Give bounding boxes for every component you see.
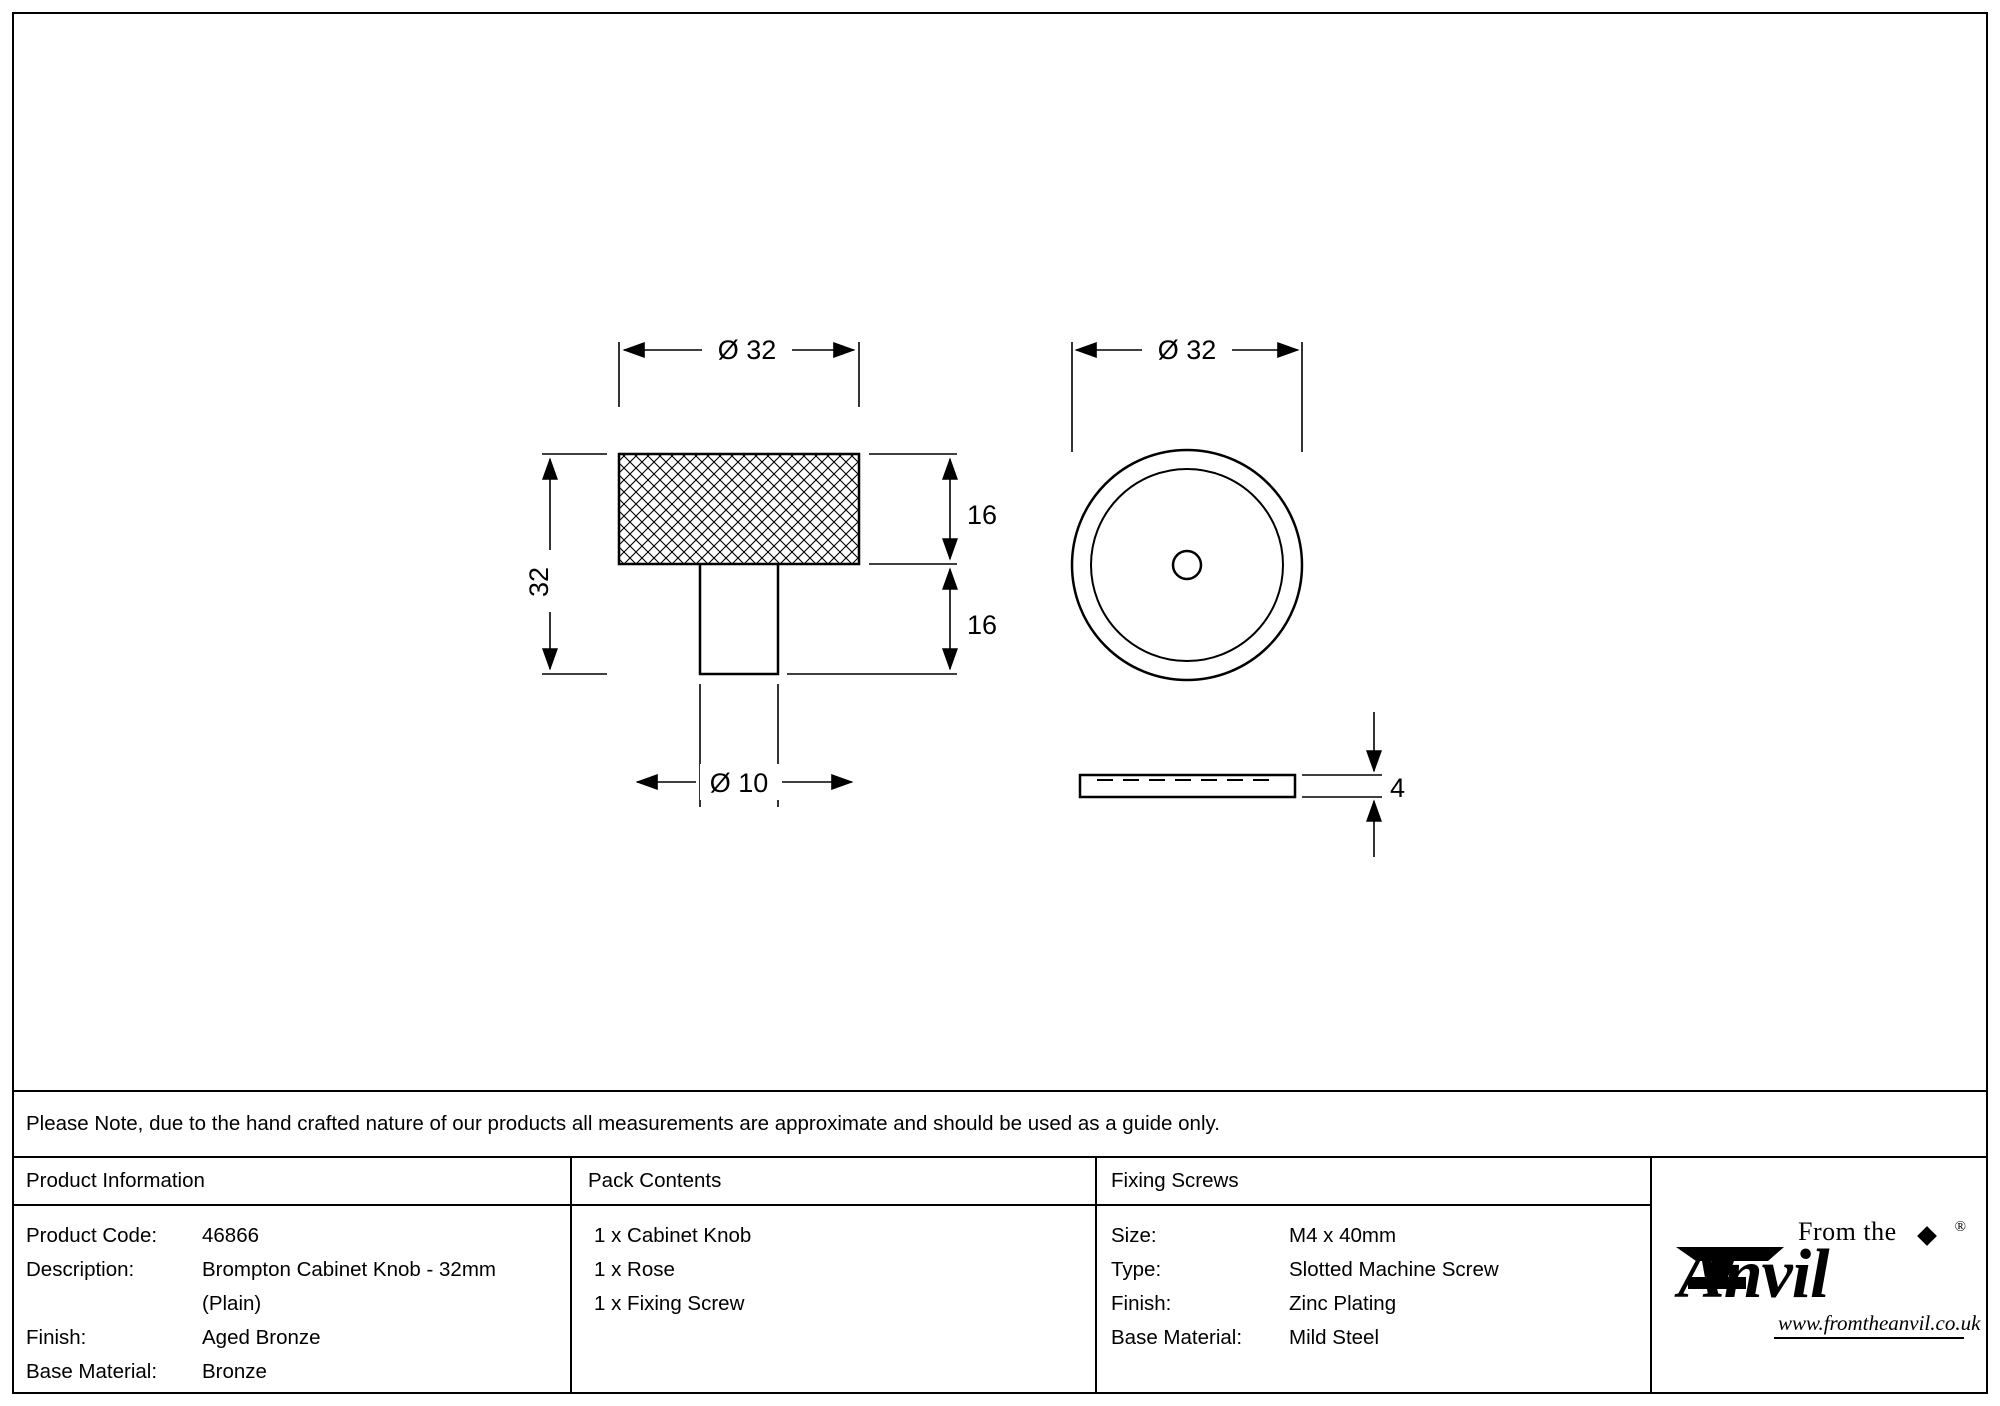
logo-anvil-text: Anvil [1678,1236,1829,1313]
dim-rose-thickness: 4 [1390,773,1406,803]
base-material-label: Base Material: [26,1360,158,1383]
screw-base-material-row [1111,1321,1650,1355]
product-code-label: Product Code: [26,1224,158,1247]
screw-size-row [1111,1219,1650,1253]
screw-base-material-label: Base Material: [1111,1326,1243,1349]
screw-base-material-value: Mild Steel [1289,1326,1380,1349]
product-drawing-svg [12,12,1988,1090]
pack-contents-column [572,1158,1097,1394]
fixing-screws-body [1097,1206,1650,1355]
dim-rose-dia: Ø 32 [1157,335,1217,365]
fixing-screws-heading: Fixing Screws [1097,1158,1650,1206]
diamond-icon [1917,1226,1937,1246]
screw-type-label: Type: [1111,1258,1162,1281]
product-information-heading: Product Information [12,1158,570,1206]
finish-value: Aged Bronze [202,1326,321,1349]
product-information-body [12,1206,570,1389]
finish-label: Finish: [26,1326,87,1349]
pack-contents-item: 1 x Cabinet Knob [594,1224,752,1247]
screw-finish-value: Zinc Plating [1289,1292,1397,1315]
note-row [12,1090,1988,1156]
dim-stem-height: 16 [967,610,998,640]
approximate-measurements-note: Please Note, due to the hand crafted nature of our products all measurements are approximate and should be used as a guide only. [26,1112,1220,1135]
logo-column [1652,1158,1988,1394]
description-label: Description: [26,1258,135,1281]
product-code-value: 46866 [202,1224,260,1247]
base-material-value: Bronze [202,1360,267,1383]
pack-contents-body [572,1206,1095,1321]
info-table [12,1156,1988,1394]
dim-front-height: 32 [524,566,554,598]
pack-contents-item: 1 x Rose [594,1258,675,1281]
description-row [26,1253,570,1321]
logo-website-text: www.fromtheanvil.co.uk [1778,1311,1981,1335]
fixing-screws-column [1097,1158,1652,1394]
base-material-row [26,1355,570,1389]
screw-size-value: M4 x 40mm [1289,1224,1397,1247]
logo-underline [1774,1337,1964,1339]
product-information-column [12,1158,572,1394]
screw-size-label: Size: [1111,1224,1157,1247]
screw-finish-row [1111,1287,1650,1321]
registered-trademark-icon: ® [1954,1219,1966,1235]
pack-contents-heading: Pack Contents [572,1158,1095,1206]
dim-knurl-height: 16 [967,500,998,530]
drawing-area [12,12,1988,1090]
from-the-anvil-logo [1670,1211,1981,1341]
description-value-line2: (Plain) [202,1292,262,1315]
product-code-row [26,1219,570,1253]
screw-finish-label: Finish: [1111,1292,1172,1315]
logo-from-the-text: From the [1798,1217,1897,1246]
finish-row [26,1321,570,1355]
screw-type-row [1111,1253,1650,1287]
pack-contents-item: 1 x Fixing Screw [594,1292,745,1315]
screw-type-value: Slotted Machine Screw [1289,1258,1499,1281]
dim-front-width: Ø 32 [717,335,777,365]
dim-stem-dia: Ø 10 [709,768,769,798]
description-value: Brompton Cabinet Knob - 32mm [202,1258,496,1281]
